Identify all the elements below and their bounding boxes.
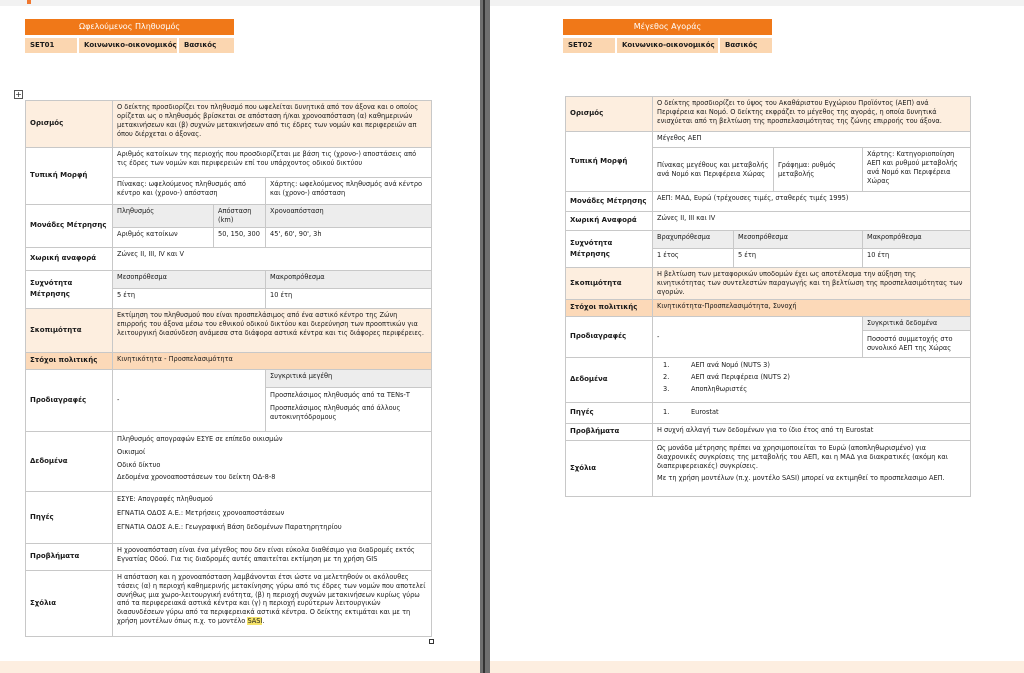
- data-item: Οικισμοί: [117, 447, 146, 456]
- source-item: ΕΣΥΕ: Απογραφές πληθυσμού: [117, 494, 213, 503]
- row-purpose: [566, 268, 971, 300]
- data-item: [657, 361, 966, 370]
- row-label: Δεδομένα: [566, 357, 653, 402]
- page-footer-band: [0, 661, 480, 673]
- row-label: Σκοπιμότητα: [566, 268, 653, 300]
- item-number: 3.: [663, 384, 670, 393]
- source-item: Eurostat: [691, 408, 719, 417]
- indicator-category: Κοινωνικο-οικονομικός: [617, 38, 718, 53]
- spatial-text: Ζώνες ΙΙ, ΙΙΙ, ΙV και V: [113, 247, 432, 270]
- row-label: Προβλήματα: [566, 423, 653, 440]
- item-number: 1.: [663, 408, 670, 417]
- problems-text: Η χρονοαπόσταση είναι ένα μέγεθος που δεν είναι εύκολα διαθέσιμο για διαδρομές εκτός Εγνατίας Οδού. Για τις διαδρομές αυτές απαιτείται εκτίμηση με τη χρήση GIS: [113, 543, 432, 570]
- source-item: ΕΓΝΑΤΙΑ ΟΔΟΣ Α.Ε.: Γεωγραφική Βάση δεδομένων Παρατηρητηρίου: [117, 522, 342, 531]
- row-label: Σχόλια: [26, 570, 113, 636]
- row-label: Μονάδες Μέτρησης: [26, 205, 113, 248]
- row-units: [26, 205, 432, 228]
- sources-list: [653, 402, 971, 423]
- row-definition: [26, 101, 432, 148]
- form-table: Πίνακας: ωφελούμενος πληθυσμός από κέντρο και (χρονο-) απόσταση: [113, 178, 266, 205]
- row-specs: [26, 369, 432, 387]
- policy-text: Κινητικότητα - Προσπελασιμότητα: [113, 352, 432, 369]
- row-label: Προδιαγραφές: [566, 317, 653, 358]
- units-value: 50, 150, 300: [214, 227, 266, 247]
- frequency-header: Μακροπρόθεσμα: [266, 270, 432, 288]
- item-number: 2.: [663, 372, 670, 381]
- item-number: 1.: [663, 360, 670, 369]
- policy-text: Κινητικότητα-Προσπελασιμότητα, Συνοχή: [653, 300, 971, 317]
- row-spatial: [26, 247, 432, 270]
- row-label: Τυπική Μορφή: [566, 132, 653, 192]
- specs-left: -: [653, 317, 863, 358]
- form-title: Μέγεθος ΑΕΠ: [653, 132, 971, 148]
- page-footer-band: [490, 661, 1024, 673]
- form-map: Χάρτης: ωφελούμενος πληθυσμός ανά κέντρο και (χρονο-) απόσταση: [266, 178, 432, 205]
- indicator-code: SET01: [25, 38, 77, 53]
- notes-paragraph: Με τη χρήση μοντέλων (π.χ. μοντέλο SASI) μπορεί να εκτιμηθεί το προσπελασιμο ΑΕΠ.: [657, 473, 945, 482]
- row-label-line: Συχνότητα: [570, 239, 613, 248]
- indicator-category: Κοινωνικο-οικονομικός: [79, 38, 177, 53]
- spatial-text: Ζώνες ΙΙ, ΙΙΙ και ΙV: [653, 212, 971, 231]
- notes-end: .: [262, 617, 265, 626]
- gutter-bar: [483, 0, 485, 673]
- row-units: [566, 192, 971, 212]
- units-header: Απόσταση (km): [214, 205, 266, 228]
- data-item: Πληθυσμός απογραφών ΕΣΥΕ σε επίπεδο οικισμών: [117, 434, 283, 443]
- data-list: [653, 357, 971, 402]
- frequency-value: 5 έτη: [113, 288, 266, 308]
- row-label: Χωρική Αναφορά: [566, 212, 653, 231]
- units-text: ΑΕΠ: ΜΑΔ, Ευρώ (τρέχουσες τιμές, σταθερές τιμές 1995): [653, 192, 971, 212]
- item-text: Απoπληθωριστές: [691, 384, 748, 393]
- frequency-value: 10 έτη: [863, 249, 971, 268]
- frequency-value: 10 έτη: [266, 288, 432, 308]
- specs-item: Προσπελάσιμος πληθυσμός από τα ΤΕΝs-Τ: [270, 390, 410, 399]
- row-label: Προβλήματα: [26, 543, 113, 570]
- row-label: [26, 270, 113, 308]
- row-specs: [566, 317, 971, 331]
- row-label: Στόχοι πολιτικής: [566, 300, 653, 317]
- specs-item: Ποσοστό συμμετοχής στο συνολικό ΑΕΠ της Χώρας: [863, 330, 971, 357]
- page-gutter: [480, 0, 490, 673]
- frequency-header: Μεσοπρόθεσμα: [734, 231, 863, 249]
- row-purpose: [26, 308, 432, 352]
- row-frequency: [26, 270, 432, 288]
- ruler-marker: [27, 0, 31, 4]
- row-label: Σχόλια: [566, 440, 653, 496]
- frequency-header: Βραχυπρόθεσμα: [653, 231, 734, 249]
- table-move-handle-icon[interactable]: +: [15, 90, 22, 99]
- row-definition: [566, 97, 971, 132]
- row-label-line: Συχνότητα: [30, 279, 73, 288]
- units-header: Χρονοαπόσταση: [266, 205, 432, 228]
- sources-list: [113, 491, 432, 543]
- row-label: Προδιαγραφές: [26, 369, 113, 431]
- indicator-title: Ωφελούμενος Πληθυσμός: [25, 19, 234, 35]
- row-data: [26, 431, 432, 491]
- row-label: Χωρική αναφορά: [26, 247, 113, 270]
- notes-text: [653, 440, 971, 496]
- data-item: Οδικό δίκτυο: [117, 460, 161, 469]
- form-map: Χάρτης: Κατηγοριοποίηση ΑΕΠ και ρυθμού μεταβολής ανά Νομό και Περιφέρεια Χώρας: [863, 148, 971, 192]
- indicator-table-right: [565, 96, 971, 497]
- row-label-line: Μέτρησης: [30, 289, 70, 298]
- indicator-title: Μέγεθος Αγοράς: [563, 19, 772, 35]
- purpose-text: Η βελτίωση των μεταφορικών υποδομών έχει ως αποτέλεσμα την αύξηση της κινητικότητας των συντελεστών παραγωγής και τη βελτίωση της προσπελασιμότητας των αγορών.: [653, 268, 971, 300]
- definition-text: Ο δείκτης προσδιορίζει το ύψος του Ακαθάριστου Εγχώριου Προϊόντος (ΑΕΠ) ανά Περιφέρεια και Νομό. Ο δείκτης εκφράζει το μέγεθος της αγοράς, η οποία δυνητικά ενισχύεται από τη βελτίωση της προσπελασιμότητας της ζώνης επιρροής του άξονα.: [653, 97, 971, 132]
- row-sources: [26, 491, 432, 543]
- row-notes: [566, 440, 971, 496]
- row-sources: [566, 402, 971, 423]
- specs-left: -: [113, 369, 266, 431]
- units-value: Αριθμός κατοίκων: [113, 227, 214, 247]
- data-item: Δεδομένα χρονοαποστάσεων του δείκτη ΟΔ-8-8: [117, 473, 276, 482]
- indicator-level: Βασικός: [720, 38, 772, 53]
- row-label: Τυπική Μορφή: [26, 148, 113, 205]
- item-text: ΑΕΠ ανά Περιφέρεια (NUTS 2): [691, 372, 790, 381]
- data-item: [657, 385, 966, 394]
- row-label: Δεδομένα: [26, 431, 113, 491]
- frequency-value: 5 έτη: [734, 249, 863, 268]
- specs-item: Προσπελάσιμος πληθυσμός από άλλους αυτοκινητόδρομους: [270, 403, 401, 421]
- notes-body: Η απόσταση και η χρονοαπόσταση λαμβάνονται έτσι ώστε να μελετηθούν οι ακόλουθες τάσεις (α) η περιοχή καθημερινής μετακίνησης γύρω από τις έδρες των νομών που αποτελεί συνήθως μια χωρο-λειτουργική ενότητα, (β) η περιοχή συχνών μετακινήσεων κυρίως γύρω από τα περιφερειακά αστικά κέντρα και (γ) η περιοχή ευρύτερων λειτουργικών διασυνδέσεων γύρω από τα περιφερειακά αστικά κέντρα. Ο δείκτης εκτιμάται και με τη χρήση μοντέλων όπως π.χ. το μοντέλο: [117, 572, 426, 626]
- data-list: [113, 431, 432, 491]
- row-form: [566, 132, 971, 148]
- row-label: Ορισμός: [566, 97, 653, 132]
- row-label: Πηγές: [26, 491, 113, 543]
- data-item: [657, 373, 966, 382]
- form-graph: Γράφημα: ρυθμός μεταβολής: [774, 148, 863, 192]
- indicator-table-left: [25, 100, 432, 637]
- highlighted-word: SASI: [247, 617, 263, 626]
- row-label: Πηγές: [566, 402, 653, 423]
- units-header: Πληθυσμός: [113, 205, 214, 228]
- frequency-header: Μεσοπρόθεσμα: [113, 270, 266, 288]
- problems-text: Η συχνή αλλαγή των δεδομένων για το ίδιο έτος από τη Eurostat: [653, 423, 971, 440]
- row-label: Σκοπιμότητα: [26, 308, 113, 352]
- notes-text: [113, 570, 432, 636]
- row-policy: [26, 352, 432, 369]
- row-problems: [26, 543, 432, 570]
- form-table: Πίνακας μεγέθους και μεταβολής ανά Νομό και Περιφέρεια Χώρας: [653, 148, 774, 192]
- row-label: Μονάδες Μέτρησης: [566, 192, 653, 212]
- indicator-code: SET02: [563, 38, 615, 53]
- form-text: Αριθμός κατοίκων της περιοχής που προσδιορίζεται με βάση τις (χρονο-) αποστάσεις από τις έδρες των νομών και περιφερειών επί του υπάρχοντος οδικού δικτύου: [113, 148, 432, 178]
- specs-header: Συγκριτικά μεγέθη: [266, 369, 432, 387]
- row-frequency: [566, 231, 971, 249]
- purpose-text: Εκτίμηση του πληθυσμού που είναι προσπελάσιμος από ένα αστικό κέντρο της Ζώνη επιρροής του άξονα μέσω του εθνικού οδικού δικτύου και διερεύνηση των προοπτικών για λειτουργική διασύνδεση ανάμεσα στα διάφορα αστικά κέντρα και τις διάφορες περιφέρειες.: [113, 308, 432, 352]
- notes-paragraph: Ως μονάδα μέτρησης πρέπει να χρησιμοποιείται το Ευρώ (αποπληθωρισμένο) για διαχρονικές συγκρίσεις της μεταβολής του ΑΕΠ, και η ΜΑΔ για διακρατικές (ακόμη και διαπεριφερειακές) συγκρίσεις.: [657, 443, 948, 470]
- item-text: ΑΕΠ ανά Νομό (NUTS 3): [691, 360, 770, 369]
- frequency-value: 1 έτος: [653, 249, 734, 268]
- specs-header: Συγκριτικά δεδομένα: [863, 317, 971, 331]
- specs-items: [266, 387, 432, 431]
- row-problems: [566, 423, 971, 440]
- definition-text: Ο δείκτης προσδιορίζει τον πληθυσμό που ωφελείται δυνητικά από τον άξονα και ο οποίος ορίζεται ως ο πληθυσμός βρίσκεται σε απόσταση ή/και χρονοαπόσταση (α) καθημερινών μετακινήσεων και (β) συχνών μετακινήσεων από τις έδρες των νομών και περιφερειών απ όπου διέρχεται ο άξονας.: [113, 101, 432, 148]
- units-value: 45', 60', 90', 3h: [266, 227, 432, 247]
- row-label: [566, 231, 653, 268]
- row-data: [566, 357, 971, 402]
- table-resize-handle[interactable]: [429, 639, 434, 644]
- row-notes: [26, 570, 432, 636]
- row-spatial: [566, 212, 971, 231]
- indicator-level: Βασικός: [179, 38, 234, 53]
- row-label: Στόχοι πολιτικής: [26, 352, 113, 369]
- frequency-header: Μακροπρόθεσμα: [863, 231, 971, 249]
- row-policy: [566, 300, 971, 317]
- row-label-line: Μέτρησης: [570, 249, 610, 258]
- row-label: Ορισμός: [26, 101, 113, 148]
- row-form: [26, 148, 432, 178]
- source-item: ΕΓΝΑΤΙΑ ΟΔΟΣ Α.Ε.: Μετρήσεις χρονοαποστάσεων: [117, 508, 285, 517]
